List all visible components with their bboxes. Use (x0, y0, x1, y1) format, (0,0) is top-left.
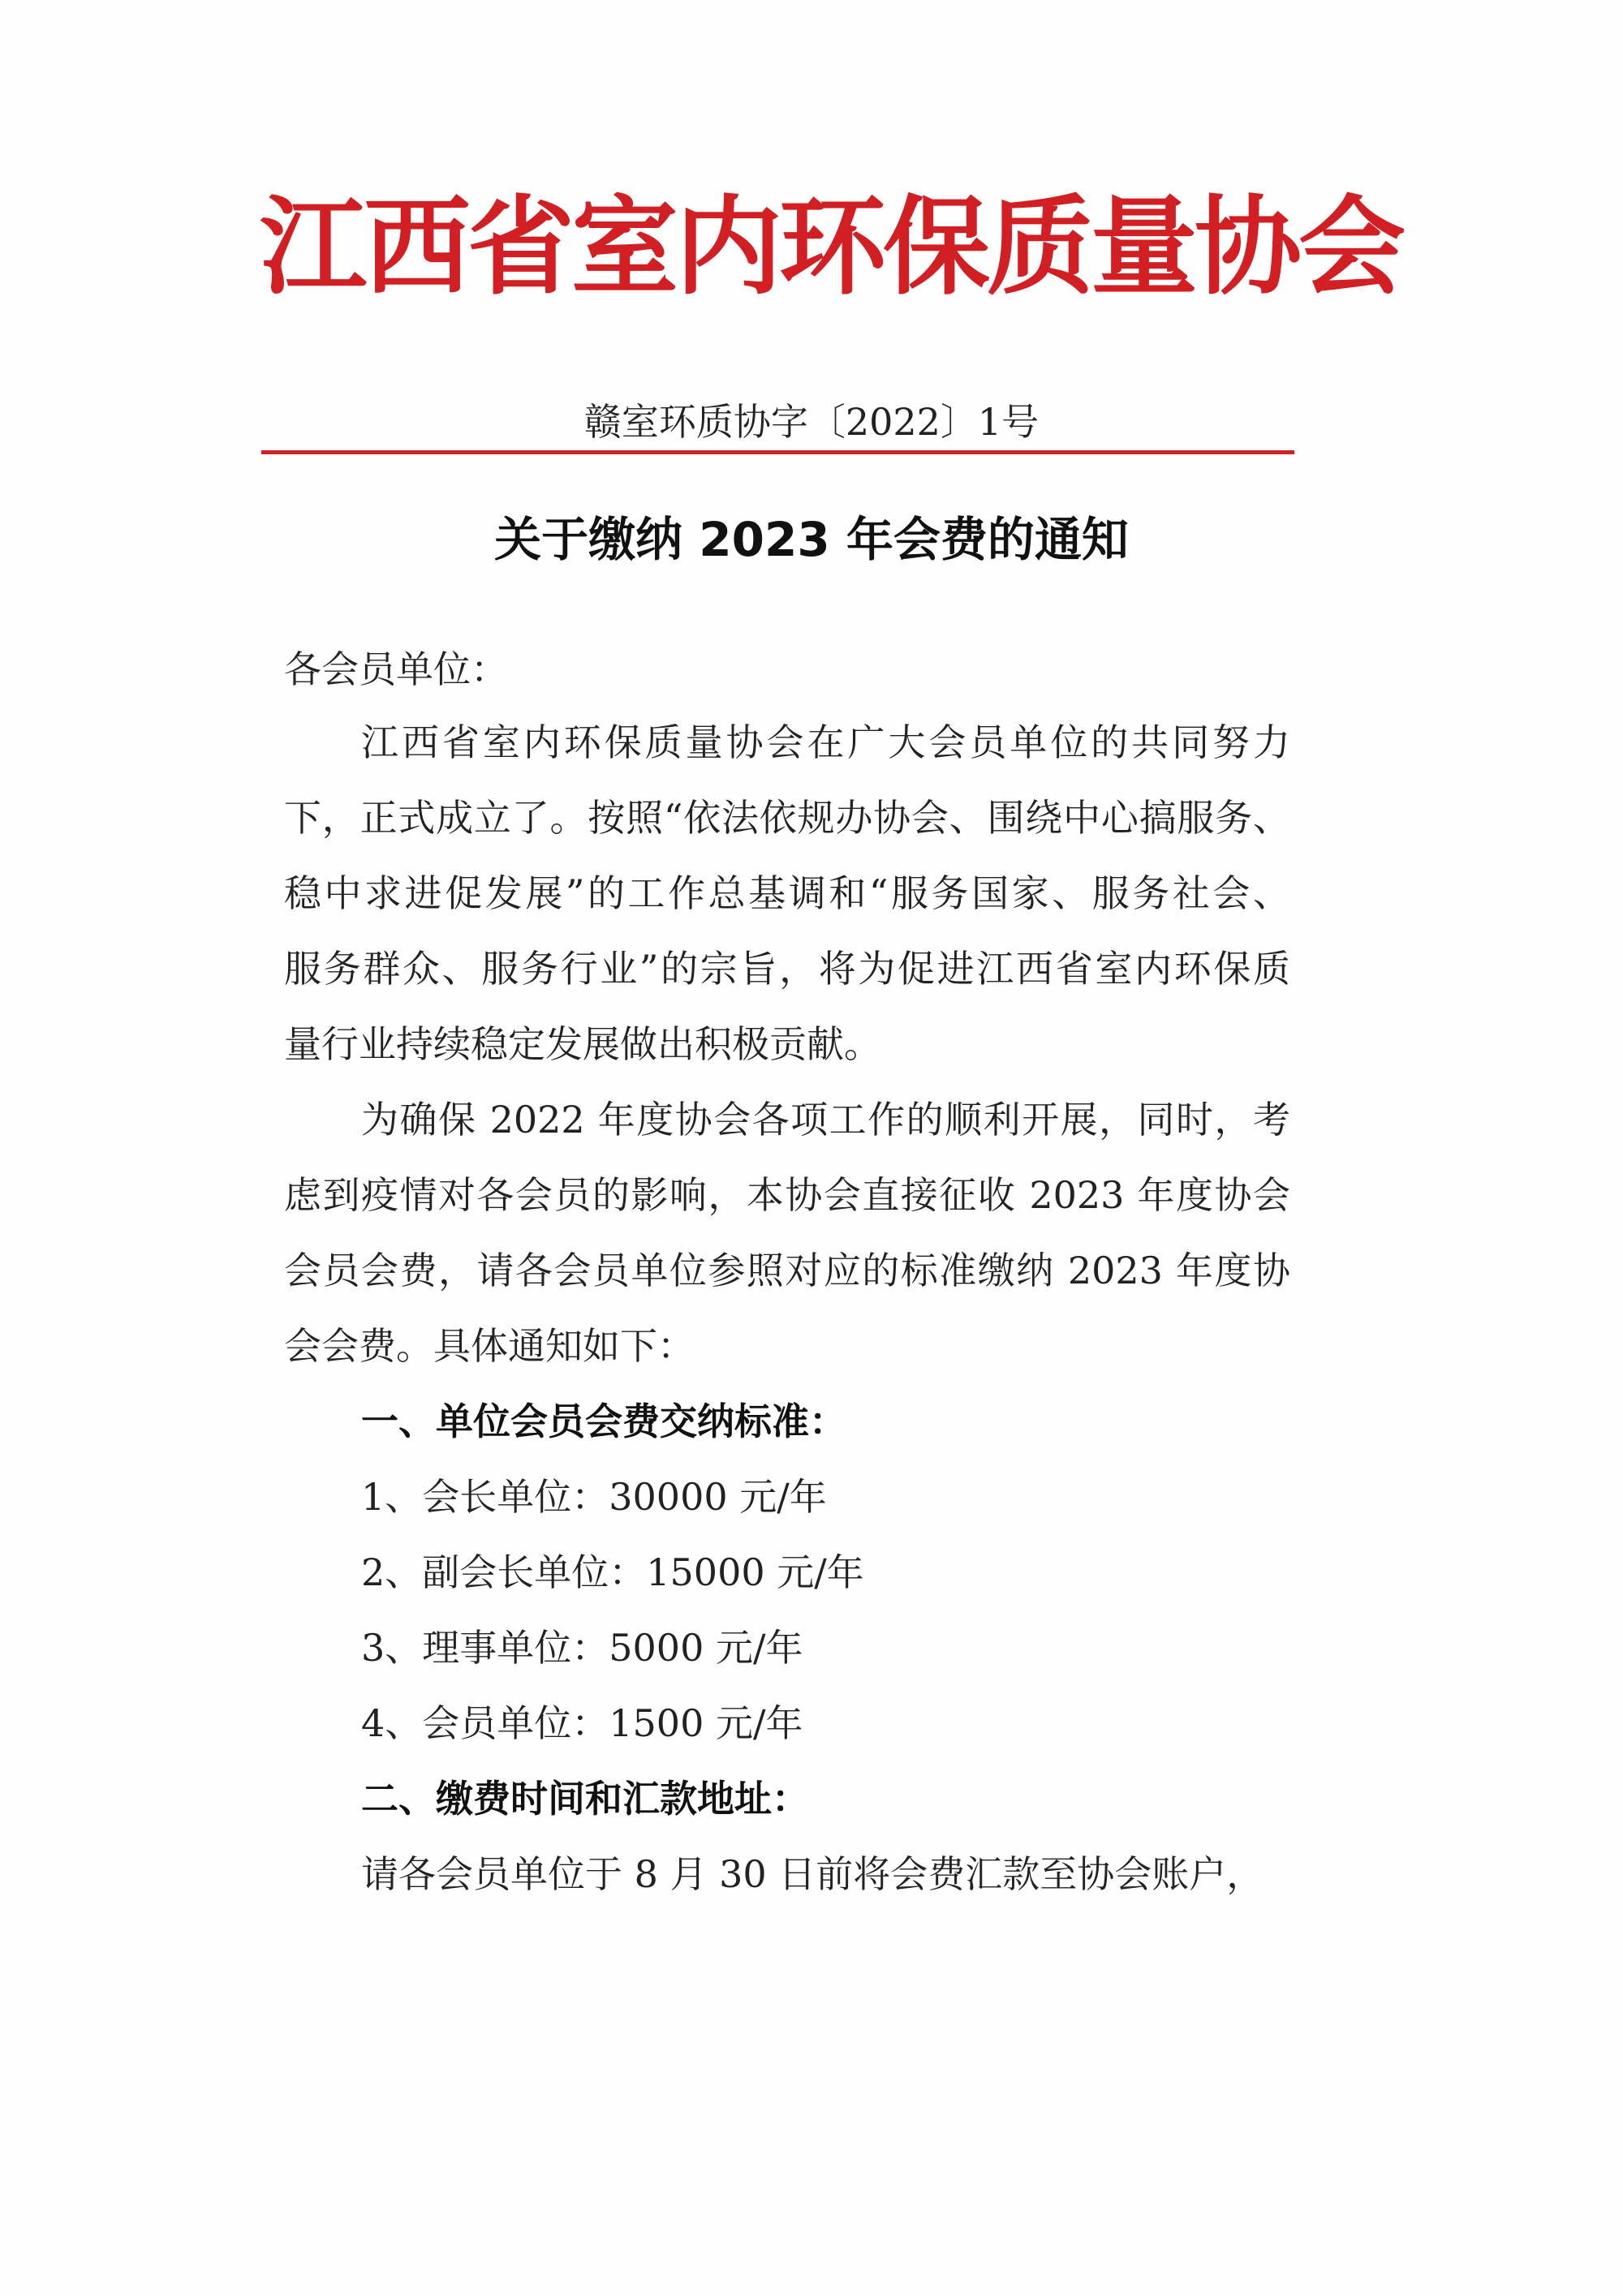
section-1-heading: 一、单位会员会费交纳标准： (361, 1400, 846, 1443)
salutation: 各会员单位： (284, 647, 508, 691)
paragraph-1-line-2: 下，正式成立了。按照“依法依规办协会、围绕中心搞服务、 (284, 796, 1290, 840)
fee-item: 2、副会长单位：15000 元/年 (361, 1550, 864, 1594)
fee-item: 3、理事单位：5000 元/年 (361, 1626, 803, 1670)
letterhead-organization-title: 江西省室内环保质量协会 (260, 184, 1402, 310)
paragraph-1-line-4: 服务群众、服务行业”的宗旨，将为促进江西省室内环保质 (284, 947, 1290, 991)
paragraph-2-line-4: 会会费。具体通知如下： (284, 1324, 695, 1368)
paragraph-1-line-1: 江西省室内环保质量协会在广大会员单位的共同努力 (361, 720, 1290, 764)
letterhead-red-rule (261, 450, 1294, 454)
paragraph-2-line-1: 为确保 2022 年度协会各项工作的顺利开展，同时，考 (361, 1098, 1290, 1142)
fee-item: 1、会长单位：30000 元/年 (361, 1475, 827, 1519)
fee-item: 4、会员单位：1500 元/年 (361, 1701, 803, 1745)
paragraph-1-line-5: 量行业持续稳定发展做出积极贡献。 (284, 1022, 881, 1066)
section-2-heading: 二、缴费时间和汇款地址： (361, 1777, 809, 1821)
paragraph-3-line-1: 请各会员单位于 8 月 30 日前将会费汇款至协会账户， (361, 1852, 1264, 1896)
document-number: 赣室环质协字〔2022〕1号 (583, 400, 1040, 444)
paragraph-1-line-3: 稳中求进促发展”的工作总基调和“服务国家、服务社会、 (284, 871, 1290, 915)
paragraph-2-line-3: 会员会费，请各会员单位参照对应的标准缴纳 2023 年度协 (284, 1249, 1290, 1292)
paragraph-2-line-2: 虑到疫情对各会员的影响，本协会直接征收 2023 年度协会 (284, 1173, 1290, 1217)
notice-title: 关于缴纳 2023 年会费的通知 (494, 512, 1129, 567)
